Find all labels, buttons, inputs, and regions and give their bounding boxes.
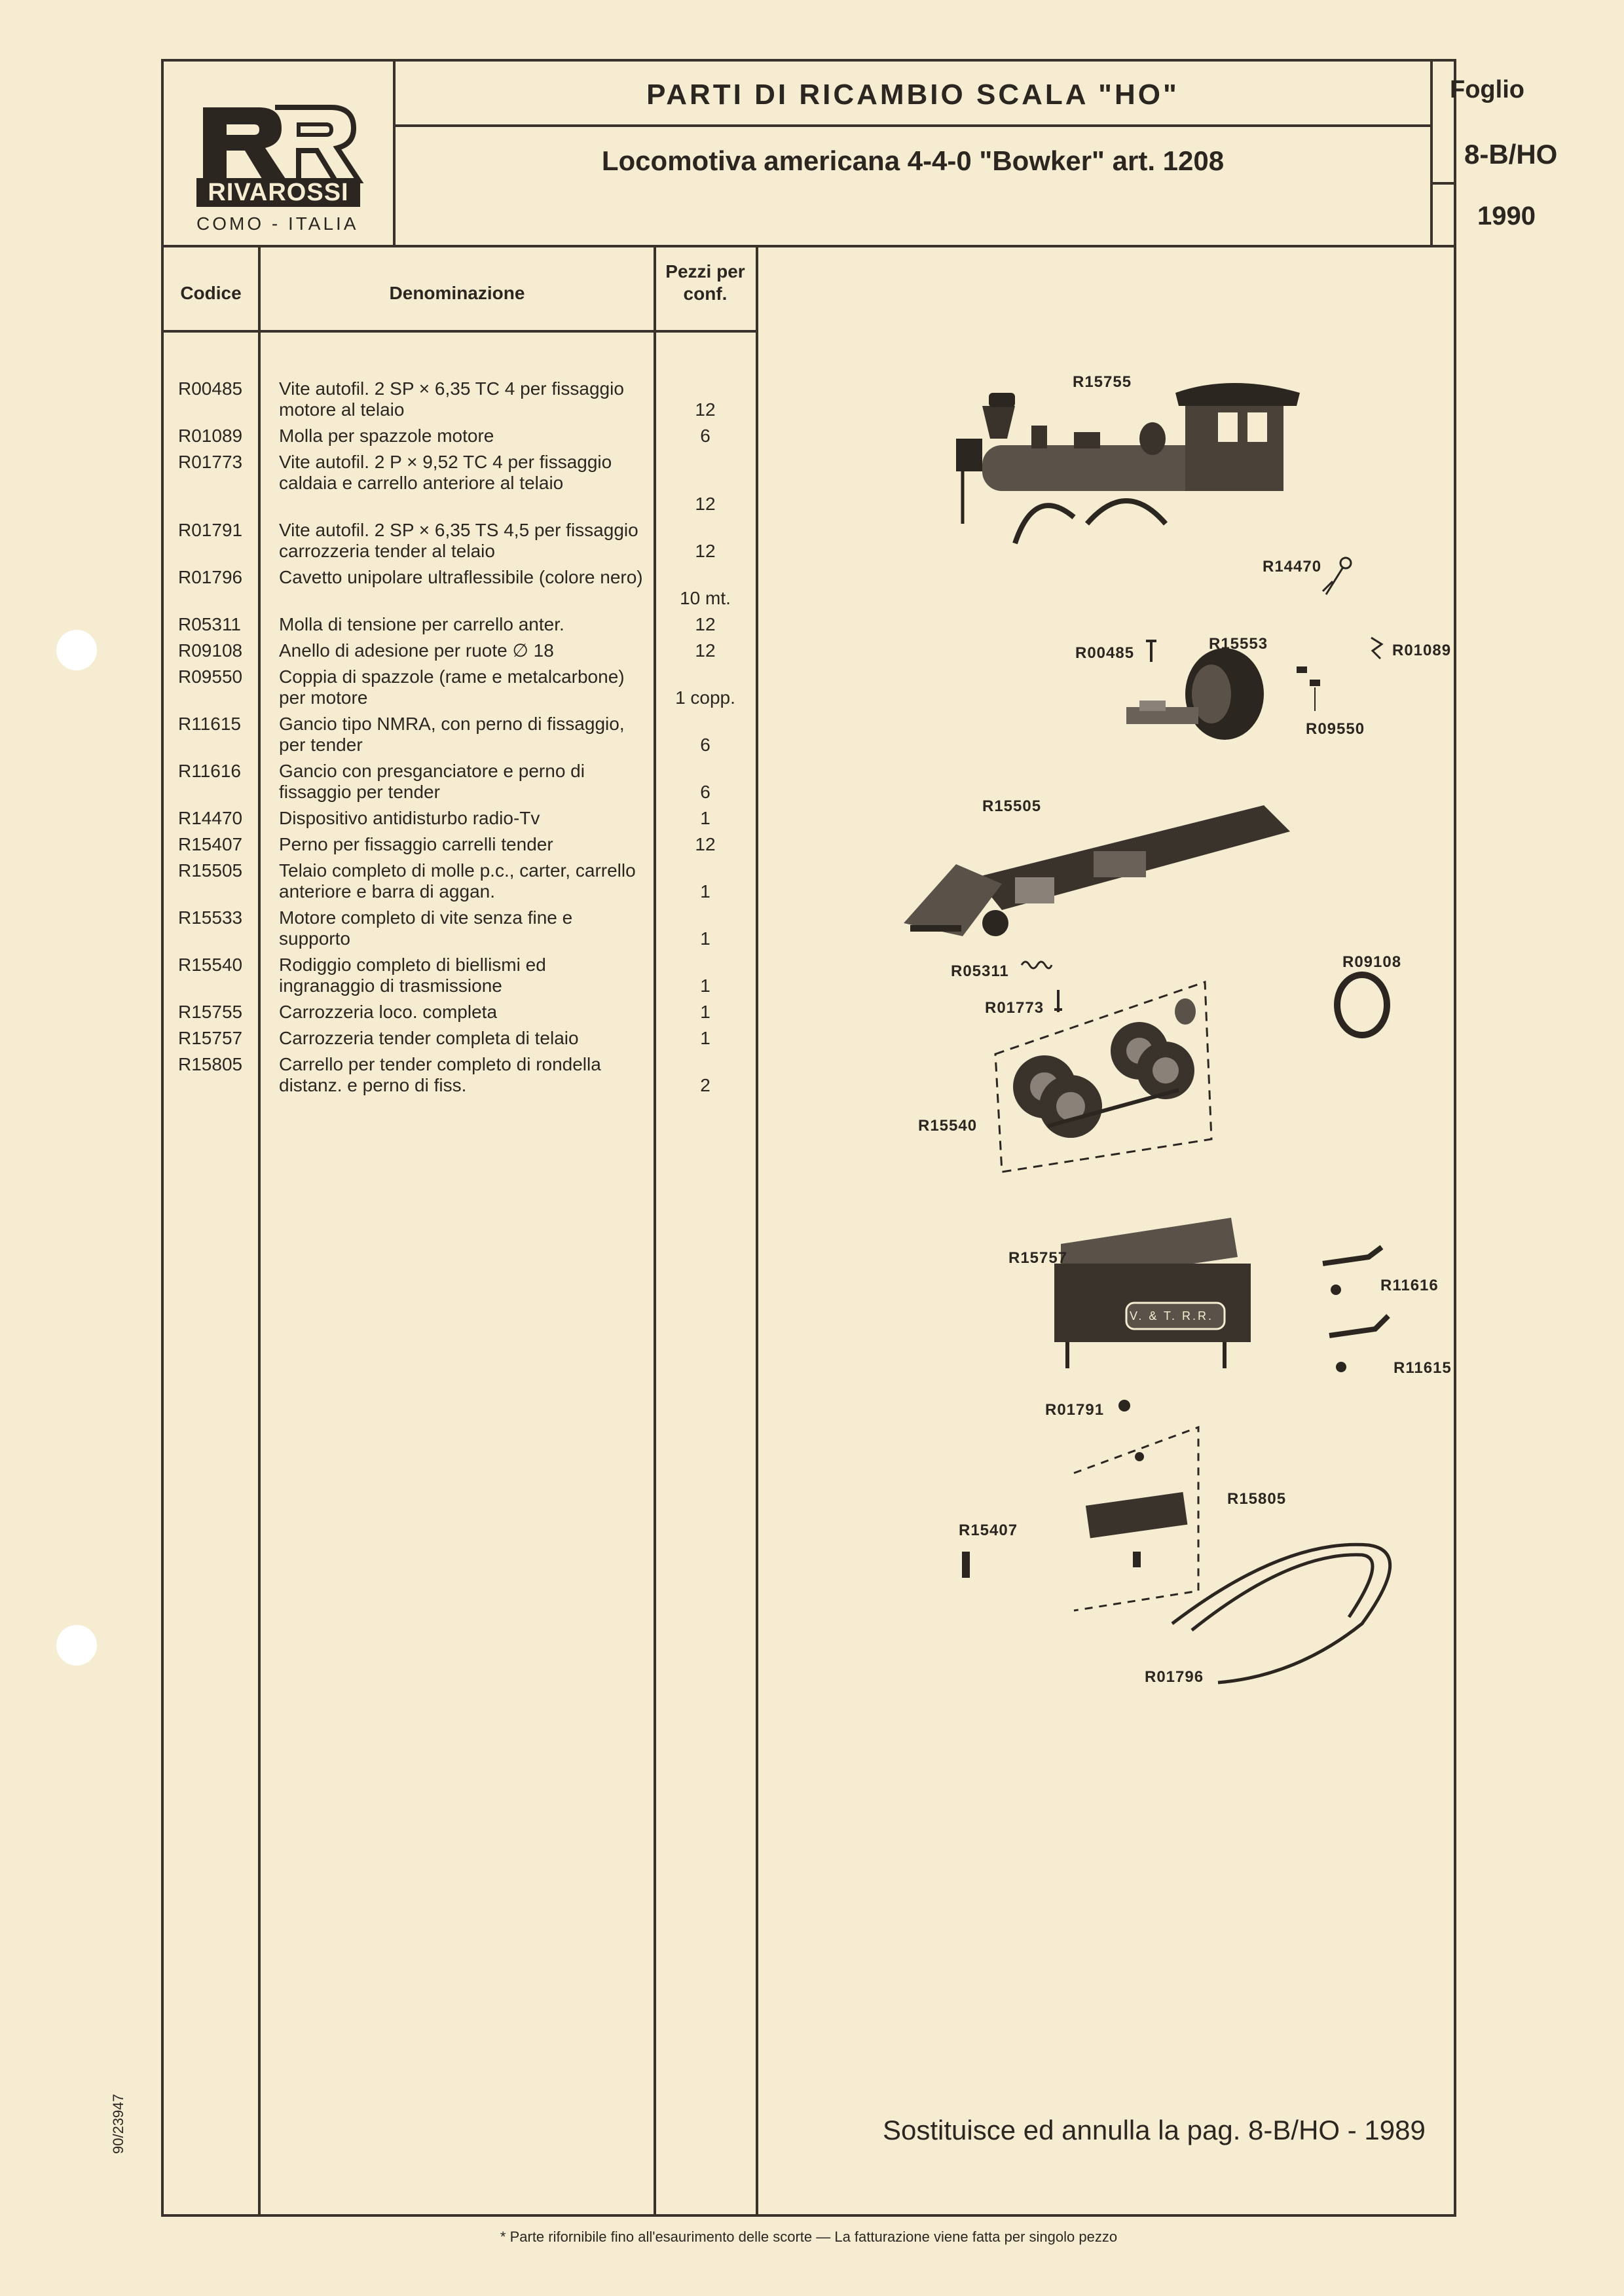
header-bottom-line <box>161 245 1456 247</box>
pin-drawing <box>956 1545 976 1584</box>
row-qty: 1 <box>700 881 710 902</box>
row-qty: 12 <box>695 399 716 420</box>
label-r14470: R14470 <box>1263 558 1322 575</box>
footnote: * Parte rifornibile fino all'esaurimento delle scorte — La fatturazione viene fatta per singolo pezzo <box>500 2229 1118 2245</box>
row-qty: 12 <box>695 614 716 634</box>
locomotive-body-drawing <box>943 367 1323 563</box>
row-qty: 2 <box>700 1075 710 1095</box>
label-r09108: R09108 <box>1342 953 1402 971</box>
column-header-name: Denominazione <box>389 283 525 303</box>
brushes-r09550-icon <box>1290 661 1329 714</box>
tender-drawing <box>1035 1205 1270 1381</box>
adhesion-ring-drawing <box>1329 969 1395 1041</box>
header-divider-mid <box>393 124 1430 127</box>
label-r00485: R00485 <box>1075 644 1135 662</box>
row-qty: 1 <box>700 975 710 996</box>
foglio-label: Foglio <box>1450 76 1524 103</box>
row-qty: 1 copp. <box>675 687 735 708</box>
row-qty: 1 <box>700 928 710 949</box>
row-name: Coppia di spazzole (rame e metalcarbone) per motore <box>279 666 625 708</box>
label-r15505: R15505 <box>982 797 1042 815</box>
row-code: R15533 <box>178 907 243 928</box>
page-title: PARTI DI RICAMBIO SCALA "HO" <box>646 79 1179 111</box>
label-r15407: R15407 <box>959 1522 1018 1539</box>
row-name: Carrozzeria tender completa di telaio <box>279 1028 579 1048</box>
row-code: R01773 <box>178 452 243 472</box>
motor-drawing <box>1120 648 1277 753</box>
row-code: R05311 <box>178 614 242 634</box>
screw-r01791-icon <box>1115 1396 1134 1415</box>
row-qty: 6 <box>700 426 710 446</box>
row-code: R15407 <box>178 834 243 854</box>
row-code: R01089 <box>178 426 243 446</box>
logo <box>164 62 393 245</box>
tender-plate-text: V. & T. R.R. <box>1130 1309 1214 1322</box>
row-code: R15540 <box>178 955 243 975</box>
replaces-note: Sostituisce ed annulla la pag. 8-B/HO - 1989 <box>883 2115 1426 2145</box>
label-r15805: R15805 <box>1227 1490 1287 1508</box>
row-name: Perno per fissaggio carrelli tender <box>279 834 553 854</box>
row-qty: 1 <box>700 1002 710 1022</box>
row-code: R00485 <box>178 378 243 399</box>
brand-name: RIVAROSSI <box>196 178 360 207</box>
row-name: Vite autofil. 2 SP × 6,35 TC 4 per fissaggio motore al telaio <box>279 378 624 420</box>
label-r11616: R11616 <box>1380 1277 1439 1294</box>
label-r15553: R15553 <box>1209 635 1268 653</box>
col-divider-qty <box>756 245 758 2217</box>
row-code: R14470 <box>178 808 243 828</box>
suppressor-r14470-icon <box>1316 555 1356 601</box>
row-qty: 1 <box>700 1028 710 1048</box>
header-divider-foglio-mid <box>1430 182 1456 185</box>
label-r15540: R15540 <box>918 1117 978 1135</box>
row-qty: 12 <box>695 541 716 561</box>
screw-r01773-icon <box>1052 989 1065 1015</box>
row-name: Carrozzeria loco. completa <box>279 1002 498 1022</box>
row-name: Cavetto unipolare ultraflessibile (colore nero) <box>279 567 643 587</box>
row-name: Vite autofil. 2 P × 9,52 TC 4 per fissaggio caldaia e carrello anteriore al telaio <box>279 452 612 493</box>
row-code: R11615 <box>178 714 242 734</box>
row-code: R09108 <box>178 640 243 661</box>
foglio-value: 8-B/HO <box>1464 139 1558 170</box>
row-code: R01791 <box>178 520 243 540</box>
row-name: Motore completo di vite senza fine e supporto <box>279 907 573 949</box>
row-name: Vite autofil. 2 SP × 6,35 TS 4,5 per fissaggio carrozzeria tender al telaio <box>279 520 638 561</box>
row-code: R15505 <box>178 860 243 881</box>
row-name: Molla per spazzole motore <box>279 426 494 446</box>
print-code: 90/23947 <box>110 2094 126 2154</box>
page-subtitle: Locomotiva americana 4-4-0 "Bowker" art. 1208 <box>601 145 1225 176</box>
label-r15755: R15755 <box>1073 373 1132 391</box>
header-divider-foglio <box>1430 59 1433 247</box>
row-name: Carrello per tender completo di rondella distanz. e perno di fiss. <box>279 1054 601 1095</box>
row-qty: 12 <box>695 494 716 514</box>
coupler-nmra-drawing <box>1316 1309 1401 1375</box>
sheet-year: 1990 <box>1477 202 1536 230</box>
row-name: Dispositivo antidisturbo radio-Tv <box>279 808 540 828</box>
col-divider-code <box>258 245 261 2217</box>
row-name: Anello di adesione per ruote ∅ 18 <box>279 640 554 661</box>
row-code: R11616 <box>178 761 242 781</box>
row-code: R09550 <box>178 666 243 687</box>
table-header-bottom-line <box>161 330 757 333</box>
row-name: Molla di tensione per carrello anter. <box>279 614 564 634</box>
punch-hole-bottom <box>56 1625 97 1666</box>
label-r01791: R01791 <box>1045 1401 1105 1419</box>
chassis-drawing <box>897 779 1303 949</box>
row-code: R01796 <box>178 567 243 587</box>
label-r01773: R01773 <box>985 999 1044 1017</box>
row-qty: 12 <box>695 834 716 854</box>
label-r15757: R15757 <box>1008 1249 1068 1267</box>
brand-city: COMO - ITALIA <box>196 213 359 234</box>
row-qty: 12 <box>695 640 716 661</box>
label-r01089: R01089 <box>1392 642 1452 659</box>
row-code: R15805 <box>178 1054 243 1074</box>
row-qty: 10 mt. <box>680 588 731 608</box>
column-header-code: Codice <box>180 283 242 303</box>
spring-r05311-icon <box>1020 957 1053 973</box>
row-qty: 1 <box>700 808 710 828</box>
row-name: Gancio con presganciatore e perno di fissaggio per tender <box>279 761 585 802</box>
spring-r01089-icon <box>1369 635 1384 661</box>
label-r05311: R05311 <box>951 962 1009 980</box>
row-qty: 6 <box>700 735 710 755</box>
label-r01796: R01796 <box>1145 1668 1204 1686</box>
row-qty: 6 <box>700 782 710 802</box>
row-code: R15757 <box>178 1028 243 1048</box>
column-header-qty: Pezzi per conf. <box>665 261 745 304</box>
row-name: Telaio completo di molle p.c., carter, carrello anteriore e barra di aggan. <box>279 860 636 902</box>
screw-r00485-icon <box>1145 638 1158 665</box>
label-r11615: R11615 <box>1393 1359 1452 1377</box>
row-code: R15755 <box>178 1002 243 1022</box>
row-name: Gancio tipo NMRA, con perno di fissaggio, per tender <box>279 714 625 755</box>
row-name: Rodiggio completo di biellismi ed ingranaggio di trasmissione <box>279 955 546 996</box>
punch-hole-top <box>56 630 97 670</box>
label-r09550: R09550 <box>1306 720 1365 738</box>
